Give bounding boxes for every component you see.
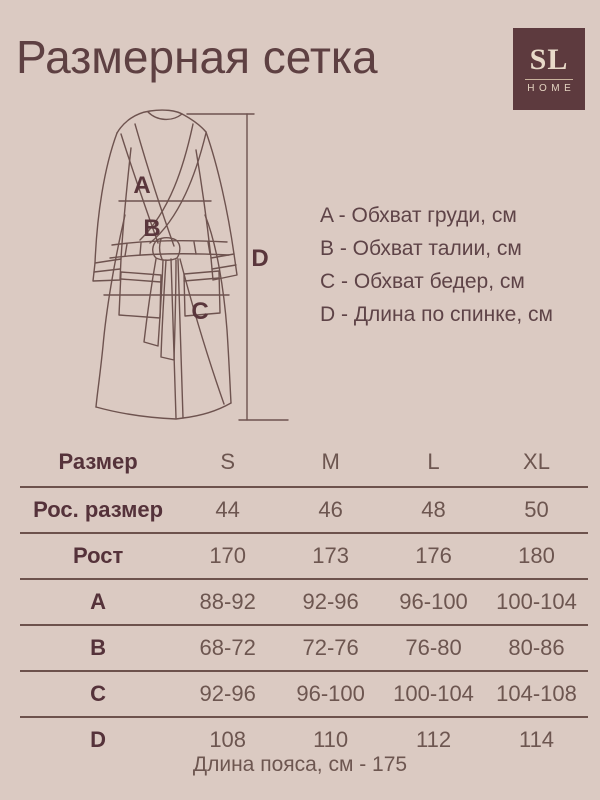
robe-measurement-diagram — [60, 100, 310, 430]
size-cell: 92-96 — [279, 579, 382, 625]
robe-pocket-left-hem — [121, 279, 161, 282]
size-cell: 68-72 — [176, 625, 279, 671]
brand-logo-subtext: HOME — [527, 82, 576, 94]
measurement-legend — [320, 199, 553, 331]
size-cell: 100-104 — [382, 671, 485, 717]
size-column-m: M — [279, 438, 382, 487]
brand-logo-divider — [525, 79, 573, 80]
size-cell: 100-104 — [485, 579, 588, 625]
row-label: B — [20, 625, 176, 671]
measure-letter-d: D — [251, 245, 269, 272]
measure-letter-c: C — [191, 298, 209, 325]
row-label: Рос. размер — [20, 487, 176, 533]
measure-letter-b: B — [143, 215, 161, 242]
brand-logo — [513, 28, 585, 110]
row-label: C — [20, 671, 176, 717]
measure-letter-a: A — [133, 172, 151, 199]
size-cell: 170 — [176, 533, 279, 579]
size-cell: 180 — [485, 533, 588, 579]
table-row-russian-size — [20, 487, 588, 533]
size-cell: 48 — [382, 487, 485, 533]
size-cell: 110 — [313, 727, 349, 752]
robe-belt-wrinkle — [194, 242, 196, 254]
size-cell: 72-76 — [279, 625, 382, 671]
table-row-waist — [20, 625, 588, 671]
table-row-chest — [20, 579, 588, 625]
size-cell: 108 — [209, 727, 247, 752]
table-row-hips — [20, 671, 588, 717]
robe-front-opening — [178, 259, 183, 418]
row-label: Рост — [20, 533, 176, 579]
size-column-l: L — [382, 438, 485, 487]
legend-item-back-length: D - Длина по спинке, см — [320, 303, 553, 326]
legend-item-waist: B - Обхват талии, см — [320, 237, 522, 260]
size-cell: 173 — [279, 533, 382, 579]
size-cell: 80-86 — [485, 625, 588, 671]
brand-logo-monogram: SL — [529, 42, 569, 76]
size-cell: 50 — [485, 487, 588, 533]
robe-belt-knot-fold — [160, 239, 162, 259]
size-cell: 112 — [416, 727, 452, 752]
size-cell: 104-108 — [485, 671, 588, 717]
row-label: D — [90, 727, 107, 752]
legend-item-hips: C - Обхват бедер, см — [320, 270, 525, 293]
size-cell: 96-100 — [279, 671, 382, 717]
robe-cuff-right-fold — [212, 265, 236, 269]
size-cell: 88-92 — [176, 579, 279, 625]
size-cell: 46 — [279, 487, 382, 533]
size-table-header-row — [20, 438, 588, 487]
robe-cuff-left-fold — [94, 269, 120, 272]
robe-hem — [96, 403, 231, 419]
robe-sleeve-left-outer — [95, 133, 117, 263]
belt-length-note: Длина пояса, см - 175 — [192, 753, 408, 776]
size-column-xl: XL — [485, 438, 588, 487]
table-row-height — [20, 533, 588, 579]
robe-belt-wrinkle — [140, 243, 141, 255]
robe-neck-curve — [148, 112, 182, 119]
size-cell: 76-80 — [382, 625, 485, 671]
legend-item-chest: A - Обхват груди, см — [320, 204, 517, 227]
size-table-header-label: Размер — [20, 438, 176, 487]
size-cell: 114 — [518, 727, 555, 752]
row-label: A — [20, 579, 176, 625]
page-title: Размерная сетка — [16, 31, 378, 83]
size-cell: 44 — [176, 487, 279, 533]
size-column-s: S — [176, 438, 279, 487]
size-cell: 176 — [382, 533, 485, 579]
size-cell: 96-100 — [382, 579, 485, 625]
robe-sleeve-right-outer — [206, 132, 234, 254]
robe-belt-wrinkle — [125, 244, 127, 256]
size-cell: 92-96 — [176, 671, 279, 717]
size-table — [20, 438, 588, 762]
